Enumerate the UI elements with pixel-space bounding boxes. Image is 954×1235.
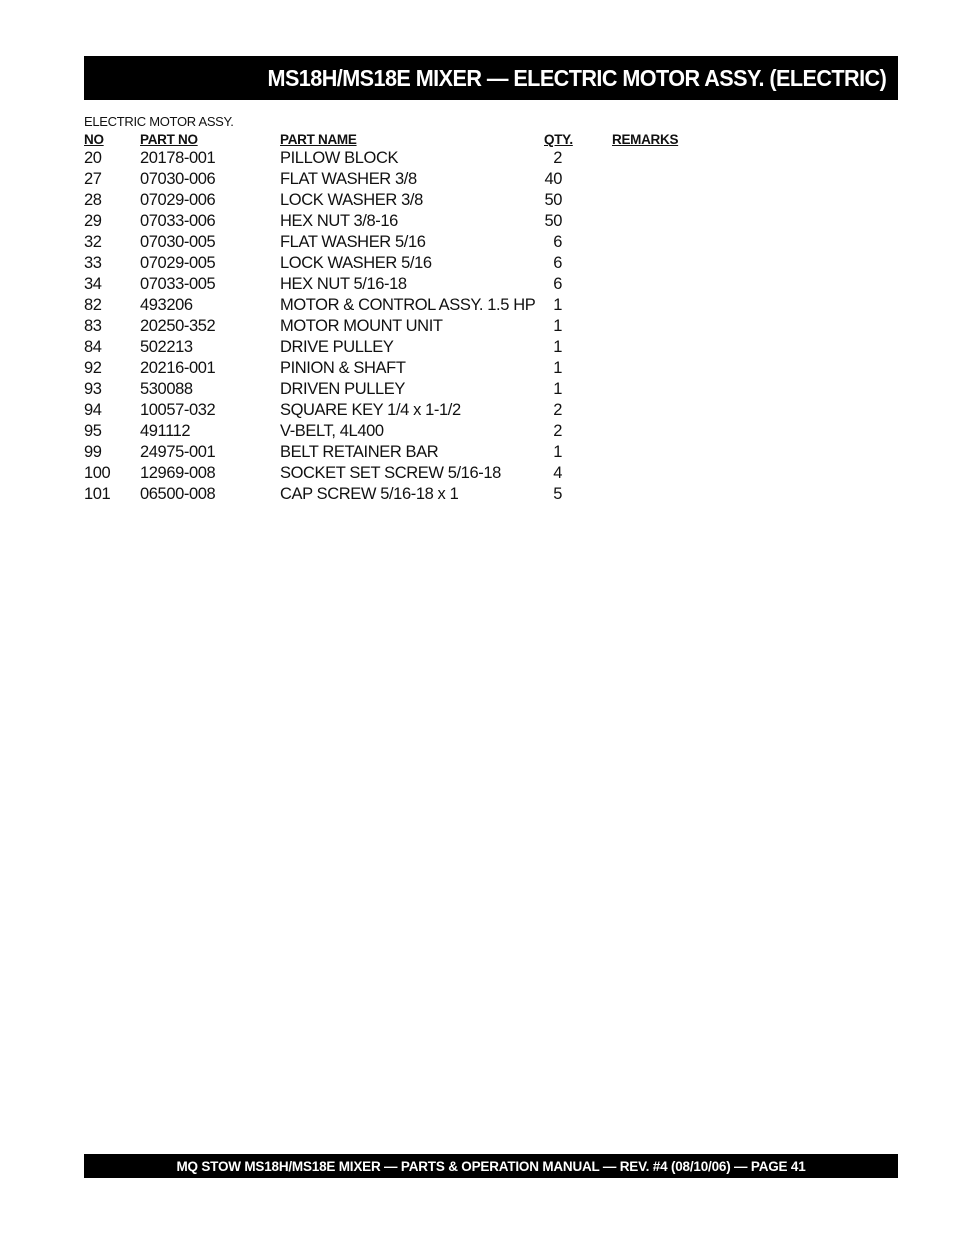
page-title: MS18H/MS18E MIXER — ELECTRIC MOTOR ASSY. (ELECTRIC) [267,64,886,91]
cell-no: 32 [84,233,102,251]
cell-no: 83 [84,317,102,335]
table-row [84,149,784,170]
cell-qty: 1 [553,443,562,461]
cell-part-no: 24975-001 [140,443,216,461]
cell-no: 27 [84,170,102,188]
table-row [84,296,784,317]
cell-no: 29 [84,212,102,230]
cell-qty: 1 [553,359,562,377]
table-row [84,212,784,233]
cell-no: 95 [84,422,102,440]
cell-part-no: 07030-005 [140,233,216,251]
column-header-qty: QTY. [544,132,573,147]
column-header-part-name: PART NAME [280,132,357,147]
cell-no: 34 [84,275,102,293]
table-row [84,233,784,254]
cell-part-name: CAP SCREW 5/16-18 x 1 [280,485,459,503]
cell-no: 20 [84,149,102,167]
cell-part-name: LOCK WASHER 3/8 [280,191,423,209]
cell-no: 82 [84,296,102,314]
table-row [84,338,784,359]
page-footer: MQ STOW MS18H/MS18E MIXER — PARTS & OPERATION MANUAL — REV. #4 (08/10/06) — PAGE 41 [176,1158,806,1174]
cell-no: 99 [84,443,102,461]
cell-part-name: MOTOR MOUNT UNIT [280,317,443,335]
cell-no: 94 [84,401,102,419]
parts-table-header [84,132,784,148]
cell-no: 100 [84,464,111,482]
cell-part-no: 491112 [140,422,191,440]
cell-part-name: SOCKET SET SCREW 5/16-18 [280,464,501,482]
section-label: ELECTRIC MOTOR ASSY. [84,114,234,129]
cell-part-name: LOCK WASHER 5/16 [280,254,432,272]
cell-part-no: 493206 [140,296,193,314]
cell-qty: 5 [553,485,562,503]
cell-part-no: 20178-001 [140,149,216,167]
column-header-no: NO [84,132,104,147]
cell-part-no: 07033-006 [140,212,216,230]
cell-qty: 50 [544,191,562,209]
cell-part-name: HEX NUT 3/8-16 [280,212,398,230]
table-row [84,464,784,485]
cell-part-no: 06500-008 [140,485,216,503]
table-row [84,443,784,464]
cell-part-name: V-BELT, 4L400 [280,422,384,440]
cell-part-name: DRIVEN PULLEY [280,380,406,398]
cell-no: 101 [84,485,111,503]
cell-no: 84 [84,338,102,356]
table-row [84,191,784,212]
column-header-part-no: PART NO [140,132,198,147]
cell-part-no: 20216-001 [140,359,216,377]
table-row [84,422,784,443]
cell-qty: 1 [553,338,562,356]
cell-part-no: 502213 [140,338,193,356]
cell-part-name: FLAT WASHER 3/8 [280,170,417,188]
parts-table-body [84,149,784,506]
cell-qty: 1 [553,380,562,398]
cell-part-name: PINION & SHAFT [280,359,406,377]
cell-no: 33 [84,254,102,272]
cell-part-name: PILLOW BLOCK [280,149,399,167]
cell-part-no: 530088 [140,380,193,398]
cell-qty: 50 [544,212,562,230]
cell-part-name: BELT RETAINER BAR [280,443,439,461]
table-row [84,380,784,401]
cell-part-no: 20250-352 [140,317,216,335]
table-row [84,254,784,275]
table-row [84,170,784,191]
cell-qty: 2 [553,149,562,167]
cell-part-name: MOTOR & CONTROL ASSY. 1.5 HP [280,296,536,314]
column-header-remarks: REMARKS [612,132,679,147]
cell-qty: 4 [553,464,562,482]
cell-qty: 2 [553,422,562,440]
table-row [84,401,784,422]
cell-no: 28 [84,191,102,209]
cell-part-name: FLAT WASHER 5/16 [280,233,426,251]
table-row [84,359,784,380]
cell-part-no: 07033-005 [140,275,216,293]
table-row [84,317,784,338]
cell-no: 93 [84,380,102,398]
cell-qty: 40 [544,170,562,188]
cell-qty: 6 [553,275,562,293]
cell-part-no: 07030-006 [140,170,216,188]
cell-qty: 1 [553,317,562,335]
cell-part-name: HEX NUT 5/16-18 [280,275,407,293]
table-row [84,275,784,296]
table-row [84,485,784,506]
cell-part-name: SQUARE KEY 1/4 x 1-1/2 [280,401,461,419]
cell-part-name: DRIVE PULLEY [280,338,394,356]
cell-part-no: 07029-006 [140,191,216,209]
cell-part-no: 12969-008 [140,464,216,482]
cell-qty: 6 [553,233,562,251]
cell-no: 92 [84,359,102,377]
cell-qty: 1 [553,296,562,314]
page-footer-bar [84,1154,898,1178]
cell-qty: 2 [553,401,562,419]
cell-part-no: 07029-005 [140,254,216,272]
cell-qty: 6 [553,254,562,272]
cell-part-no: 10057-032 [140,401,216,419]
page-title-bar [84,56,898,100]
